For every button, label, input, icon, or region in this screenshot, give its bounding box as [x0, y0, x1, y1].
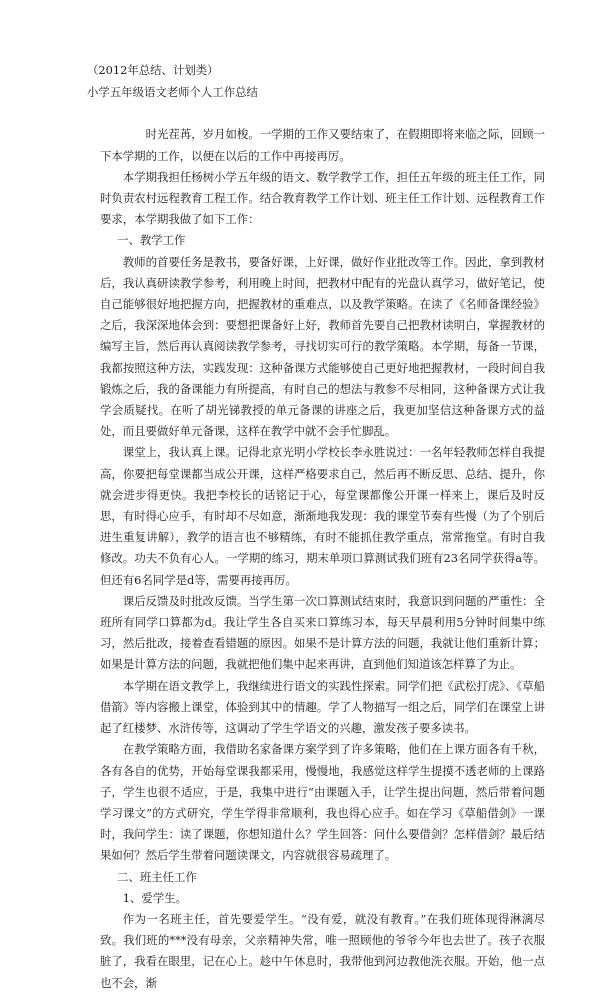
document-category: （2012年总结、计划类）: [87, 63, 219, 77]
class-teacher-paragraph-1: 作为一名班主任，首先要爱学生。“没有爱，就没有教育。”在我们班体现得淋漓尽致。我们班的***没有母亲，父亲精神失常，唯一照顾他的爷爷今年也去世了。孩子衣服脏了，我看在眼里，记在心上。趁中午休息时，我带他到河边教他洗衣服。开始，他一点也不会，渐: [100, 911, 545, 990]
spacer: [100, 103, 545, 124]
subheading-love-students: 1、爱学生。: [122, 890, 187, 905]
section-heading-class-teacher: 二、班主任工作: [117, 869, 197, 884]
teaching-paragraph-1: 教师的首要任务是教书，要备好课，上好课，做好作业批改等工作。因此，拿到教材后，我认真研读教学参考，利用晚上时间，把教材中配有的光盘认真学习，做好笔记，使自己能够很好地把握方向，把握教材的重难点，以及教学策略。在读了《名师备课经验》之后，我深深地体会到：要想把课备好上好，教师首先要自己把教材读明白，掌握教材的编写主旨，然后再认真阅读教学参考，寻找切实可行的教学策略。本学期，每备一节课，我都按照这种方法，实践发现：这种备课方式能够使自己更好地把握教材，一段时间自我锻炼之后，我的备课能力有所提高，有时自己的想法与教参不尽相同，这种备课方式让我学会质疑找。在听了胡光锑教授的单元备课的讲座之后，我更加坚信这种备课方式的益处，而且要做好单元备课，这样在教学中就不会手忙脚乱。: [100, 254, 545, 439]
teaching-paragraph-2: 课堂上，我认真上课。记得北京光明小学校长李永胜说过：一名年轻教师怎样自我提高，你要把每堂课都当成公开课，这样严格要求自己，然后再不断反思、总结、提升，你就会进步得更快。我把李校长的话铭记于心，每堂课都像公开课一样来上，课后及时反思，有时得心应手，有时却不尽如意，渐渐地我发现：我的课堂节奏有些慢（为了个别后进生重复讲解），教学的语言也不够精练，有时不能抓住教学重点，常常拖堂。有时自我修改。功夫不负有心人。一学期的练习，期末单项口算测试我们班有23名同学获得a等。但还有6名同学是d等，需要再接再厉。: [100, 445, 545, 587]
section-heading-teaching: 一、教学工作: [117, 233, 186, 248]
intro-paragraph: 时光茬苒，岁月如梭。一学期的工作又要结束了，在假期即将来临之际，回顾一下本学期的工作，以便在以后的工作中再接再厉。: [100, 127, 545, 163]
teaching-paragraph-3: 课后反馈及时批改反馈。当学生第一次口算测试结束时，我意识到问题的严重性：全班所有同学口算都为d。我让学生各自买来口算练习本，每天早晨利用5分钟时间集中练习，然后批改，接着查看错题的原因。如果不是计算方法的问题，我就让他们重新计算；如果是计算方法的问题，我就把他们集中起来再讲，直到他们知道该怎样算了为止。: [100, 593, 545, 672]
teaching-paragraph-5: 在教学策略方面，我借助名家备课方案学到了许多策略，他们在上课方面各有千秋，各有各自的优势，开始每堂课我都采用，慢慢地，我感觉这样学生提摸不透老师的上课路子，学生也很不适应，于是，我集中进行“由课题入手，让学生提出问题，然后带着问题学习课文”的方式研究，学生学得非常顺利，我也得心应手。如在学习《草船借剑》一课时，我问学生：读了课题，你想知道什么？学生回答：问什么要借剑？怎样借剑？最后结果如何？然后学生带着问题读课文，内容就很容易疏理了。: [100, 742, 545, 863]
teaching-paragraph-4: 本学期在语文教学上，我继续进行语文的实践性探索。同学们把《武松打虎》、《草船借箭》等内容搬上课堂，体验到其中的情趣。学了人物描写一组之后，同学们在课堂上讲起了红楼梦、水浒传等，这调动了学生学语文的兴趣，激发孩子要多读书。: [100, 678, 545, 736]
overview-paragraph: 本学期我担任杨树小学五年级的语文、数学教学工作，担任五年级的班主任工作，同时负责农村远程教育工程工作。结合教育教学工作计划、班主任工作计划、远程教育工作要求，本学期我做了如下工作：: [100, 169, 545, 227]
document-title: 小学五年级语文老师个人工作总结: [87, 85, 258, 100]
